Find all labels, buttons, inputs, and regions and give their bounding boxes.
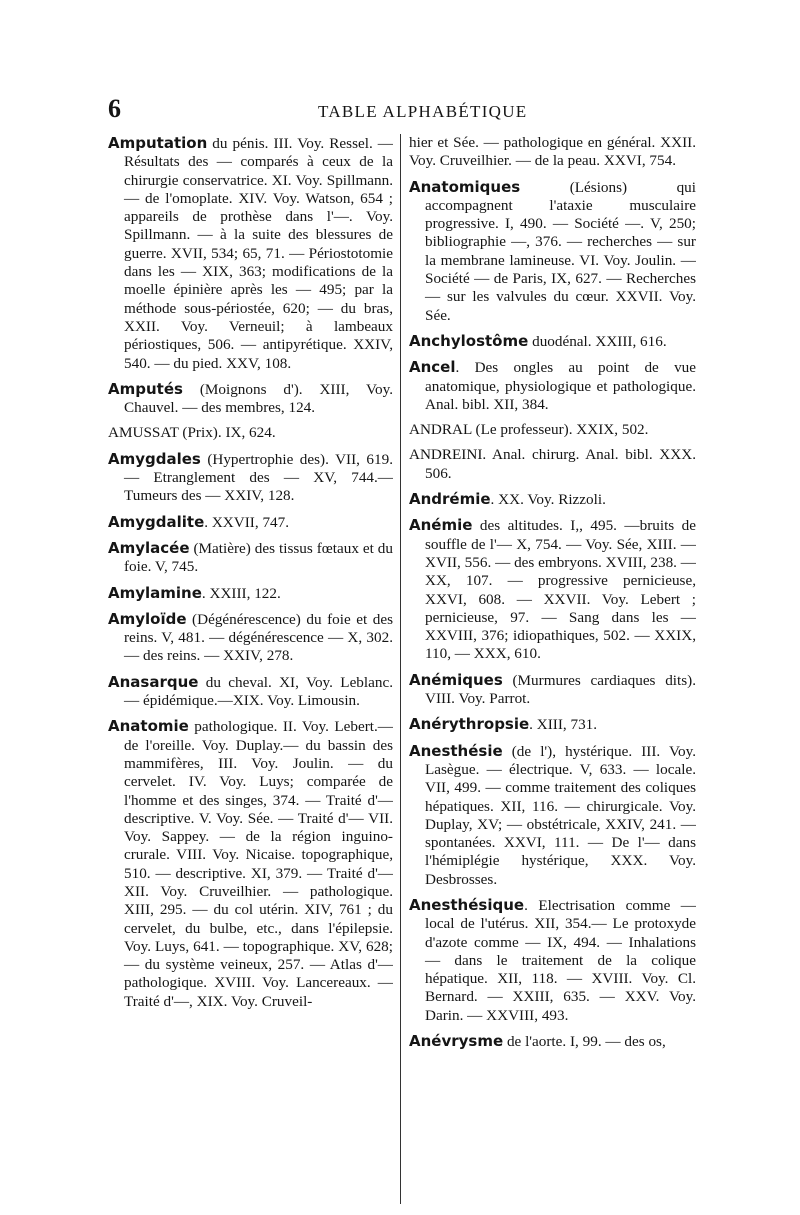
column-divider (400, 134, 401, 1204)
entry-text: ANDRAL (Le professeur). XXIX, 502. (409, 421, 649, 439)
entry-headword: Anatomie (108, 717, 189, 736)
entry-headword: Amygdalite (108, 512, 205, 531)
index-entry (409, 516, 696, 663)
index-entry (409, 742, 696, 889)
entry-headword: Amylacée (108, 538, 190, 557)
entry-text: (Dégénérescence) du foie et des reins. V, 481. — dégénérescence — X, 302. — des reins. — XXIV, 278. (124, 610, 393, 665)
entry-headword: Anesthésie (409, 741, 503, 760)
entry-text: du cheval. XI, Voy. Leblanc. — épidémique.—XIX. Voy. Limousin. (124, 673, 393, 710)
entry-text: . XXVII, 747. (204, 513, 290, 531)
entry-headword: Anévrysme (409, 1032, 504, 1051)
entry-headword: Anesthésique (409, 895, 525, 914)
entry-text: . XXIII, 122. (201, 584, 281, 602)
index-entry (409, 421, 696, 439)
entry-headword: Andrémie (409, 490, 491, 509)
entry-text: . XX. Voy. Rizzoli. (490, 491, 606, 509)
page-header (108, 94, 698, 124)
entry-text: (de l'), hystérique. III. Voy. Lasègue. — électrique. V, 633. — locale. VII, 499. — comme traitement des coliques hépatiques. XII, 116. — chirurgicale. Voy. Duplay, XV; — obstétricale, XXIV, 241. — spontanées. XXVI, 111. — De l'— dans l'hémiplégie hystérique, XXX. Voy. Desbrosses. (425, 742, 696, 888)
entry-text: . Des ongles au point de vue anatomique, physiologique et pathologique. Anal. bibl. XII, 384. (425, 359, 696, 413)
index-entry (409, 715, 696, 734)
entry-text: de l'aorte. I, 99. — des os, (503, 1033, 666, 1051)
entry-headword: Anchylostôme (409, 331, 529, 350)
entry-headword: Anasarque (108, 672, 199, 691)
entry-text: ANDREINI. Anal. chirurg. Anal. bibl. XXX. 506. (409, 446, 696, 482)
entry-headword: Ancel (409, 358, 456, 377)
entry-headword: Anatomiques (409, 177, 521, 196)
index-entry (409, 896, 696, 1025)
index-entry (409, 446, 696, 483)
entry-headword: Amputation (108, 134, 208, 152)
index-entry (108, 584, 393, 603)
left-column (108, 134, 393, 1209)
entry-text: . XIII, 731. (529, 716, 598, 734)
entry-text: (Moignons d'). XIII, Voy. Chauvel. — des membres, 124. (124, 380, 393, 417)
index-entry (409, 1032, 696, 1051)
entry-text: hier et Sée. — pathologique en général. XXII. Voy. Cruveilhier. — de la peau. XXVI, 754. (409, 134, 696, 170)
index-entry (108, 450, 393, 506)
index-entry (409, 490, 696, 509)
page-number: 6 (108, 94, 121, 123)
entry-headword: Anémiques (409, 670, 503, 689)
index-entry (108, 513, 393, 532)
entry-text: . Electrisation comme — local de l'utérus. XII, 354.— Le protoxyde d'azote comme — IX, 494. — Inhalations — dans le traitement de la colique hépatique. XII, 118. — XVIII. Voy. Cl. Bernard. — XXIII, 635. — XXV. Voy. Darin. — XXVIII, 493. (425, 896, 696, 1024)
entry-text: pathologique. II. Voy. Lebert.— de l'oreille. Voy. Duplay.— du bassin des mammifères, III. Voy. Joulin. — du cervelet. IV. Voy. Luys; comparée de l'homme et des singes, 374. — Traité d'— descriptive. V. Voy. Sée. — Traité d'— VII. Voy. Sappey. — de la région inguino-crurale. VIII. Voy. Nicaise. topographique, 510. — descriptive. XI, 379. — Traité d'— XII. Voy. Cruveilhier. — pathologique. XIII, 295. — du col utérin. XIV, 761 ; du cervelet, du bulbe, etc., dans l'épilepsie. Voy. Luys, 641. — topographique. XV, 628; — du système veineux, 257. — Atlas d'— pathologique. XVIII. Voy. Lancereaux. — Traité d'—, XIX. Voy. Cruveil- (124, 718, 393, 1010)
entry-text: duodénal. XXIII, 616. (528, 332, 667, 350)
entry-text: du pénis. III. Voy. Ressel. — Résultats des — comparés à ceux de la chirurgie conservatrice. XI. Voy. Spillmann. — de l'omoplate. XIV. Voy. Watson, 654 ; appareils de prothèse dans l'—. Voy. Spillmann. — à la suite des blessures de guerre. XVII, 534; 65, 71. — Périostotomie dans les — XIX, 363; modifications de la moelle épinière après les — 495; par la méthode sous-périostée, 620; — du bras, XXII. Voy. Verneuil; à lambeaux périostiques, 506. — antipyrétique. XXIV, 540. — du pied. XXV, 108. (124, 135, 393, 372)
running-title: TABLE ALPHABÉTIQUE (318, 102, 528, 121)
index-entry (108, 610, 393, 666)
index-entry (108, 539, 393, 577)
index-entry (409, 178, 696, 325)
index-entry (409, 332, 696, 351)
index-entry (108, 424, 393, 442)
entry-headword: Amputés (108, 379, 183, 398)
entry-text: (Lésions) qui accompagnent l'ataxie musculaire progressive. I, 490. — Société —. V, 250; bibliographie —, 376. — recherches — sur la membrane lamineuse. VI. Voy. Joulin. — Société — de Paris, IX, 627. — Recherches — sur les valvules du cœur. XXVII. Voy. Sée. (425, 178, 696, 324)
index-entry (108, 380, 393, 418)
index-entry (108, 673, 393, 711)
entry-text: AMUSSAT (Prix). IX, 624. (108, 424, 276, 442)
index-entry (409, 671, 696, 709)
right-column (409, 134, 696, 1209)
entry-headword: Amyloïde (108, 609, 187, 628)
index-entry (108, 717, 393, 1011)
entry-headword: Amylamine (108, 583, 202, 602)
entry-text: (Matière) des tissus fœtaux et du foie. V, 745. (124, 539, 393, 576)
entry-headword: Anérythropsie (409, 715, 530, 734)
index-entry (108, 134, 393, 373)
entry-headword: Amygdales (108, 449, 201, 468)
index-entry (409, 358, 696, 414)
entry-text: des altitudes. I,, 495. —bruits de souffle de l'— X, 754. — Voy. Sée, XIII. — XVII, 556. — des embryons. XVIII, 238. — XX, 107. — progressive pernicieuse, XXVI, 608. — XXVII. Voy. Lebert ; pernicieuse, 97. — Sang dans les — XXVIII, 376; idiopathiques, 502. — XXIX, 110, — XXX, 610. (425, 517, 696, 663)
index-entry (409, 134, 696, 171)
entry-text: (Murmures cardiaques dits). VIII. Voy. Parrot. (425, 671, 696, 708)
entry-headword: Anémie (409, 516, 473, 535)
entry-text: (Hypertrophie des). VII, 619. — Etranglement des — XV, 744.—Tumeurs des — XXIV, 128. (124, 450, 393, 505)
